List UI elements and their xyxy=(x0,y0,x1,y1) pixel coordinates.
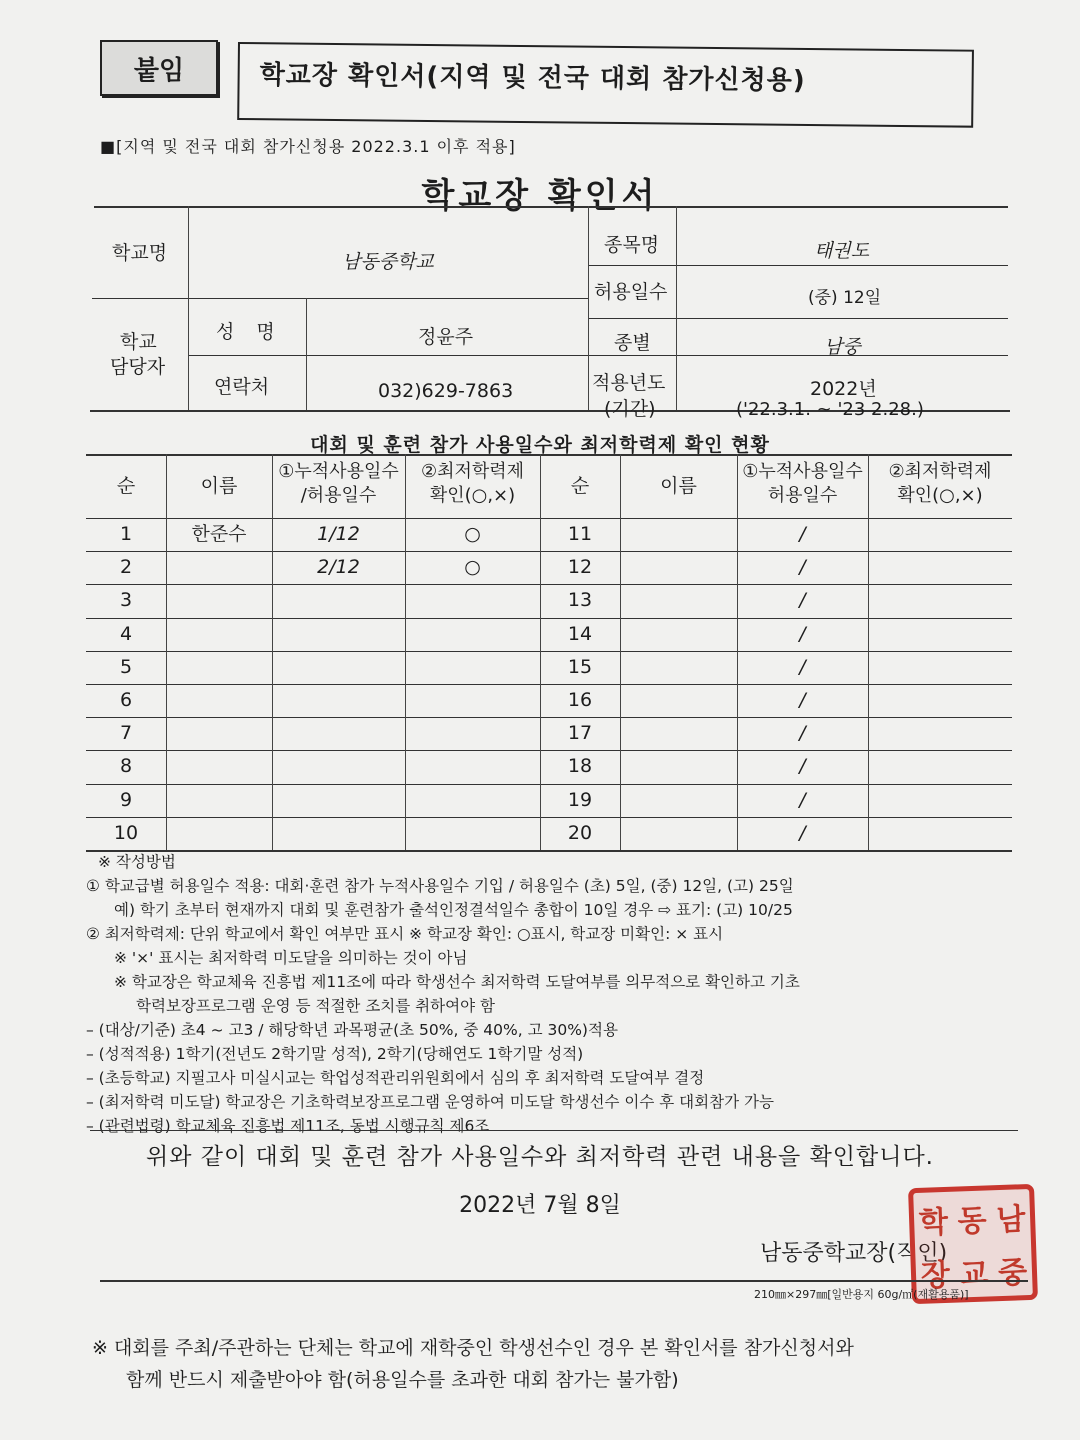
header-min-academic xyxy=(868,460,1012,508)
row-name xyxy=(620,817,737,850)
year-label: 적용년도 xyxy=(592,372,666,394)
gender-label: 종별 xyxy=(614,332,651,354)
status-table-title: 대회 및 훈련 참가 사용일수와 최저학력제 확인 현황 xyxy=(310,434,770,456)
contact-value: 032)629-7863 xyxy=(378,380,514,402)
info-vline xyxy=(188,206,189,410)
seal-char: 남 xyxy=(995,1201,1026,1238)
row-name xyxy=(620,784,737,817)
row-number: 10 xyxy=(113,821,139,844)
row-days xyxy=(272,784,405,817)
row-number: 2 xyxy=(119,556,133,579)
row-number: 11 xyxy=(567,523,593,545)
header-min-line1: ②최저학력제 xyxy=(888,461,992,482)
header-days-line1: ①누적사용일수 xyxy=(278,461,399,482)
name-label: 성 명 xyxy=(216,321,283,343)
footer-note xyxy=(92,1332,854,1396)
header-days xyxy=(272,460,405,508)
row-name xyxy=(166,651,272,684)
school-value: 남동중학교 xyxy=(342,251,434,273)
method-line: ※ 학교장은 학교체육 진흥법 제11조에 따라 학생선수 최저학력 도달여부를 의무적으로 확인하고 기초 xyxy=(114,973,800,991)
sport-value: 태권도 xyxy=(814,240,870,262)
info-vline xyxy=(306,298,307,410)
attachment-tag: 붙임 xyxy=(100,40,218,96)
row-days xyxy=(272,750,405,783)
row-check xyxy=(405,684,540,717)
row-check xyxy=(868,750,1012,783)
applicable-note: ■[지역 및 전국 대회 참가신청용 2022.3.1 이후 적용] xyxy=(100,137,516,156)
header-no: 순 xyxy=(570,475,590,497)
row-check xyxy=(405,717,540,750)
info-line xyxy=(188,355,1008,356)
row-check xyxy=(405,784,540,817)
row-check xyxy=(405,584,540,617)
row-name xyxy=(620,717,737,750)
row-check: ○ xyxy=(464,523,481,545)
header-title: 학교장 확인서(지역 및 전국 대회 참가신청용) xyxy=(259,60,806,96)
row-name xyxy=(620,518,737,551)
header-title-box xyxy=(237,42,974,128)
row-days: / xyxy=(799,556,806,579)
row-days xyxy=(272,618,405,651)
row-number: 18 xyxy=(567,755,593,778)
row-name xyxy=(620,618,737,651)
signature-bottom-line xyxy=(100,1280,1028,1282)
row-days: 1/12 xyxy=(317,523,360,545)
manager-label: 학교 xyxy=(120,331,157,353)
row-name xyxy=(620,584,737,617)
row-check xyxy=(868,651,1012,684)
row-check xyxy=(405,750,540,783)
name-value: 정윤주 xyxy=(418,326,474,348)
seal-char: 장 xyxy=(920,1257,951,1294)
method-line: ② 최저학력제: 단위 학교에서 확인 여부만 표시 ※ 학교장 확인: ○표시, 학교장 미확인: × 표시 xyxy=(86,925,724,943)
header-min-line2: 확인(○,×) xyxy=(429,485,516,506)
row-number: 4 xyxy=(119,622,133,645)
row-days: / xyxy=(799,821,806,844)
seal-char: 교 xyxy=(958,1255,990,1292)
allowed-label: 허용일수 xyxy=(594,281,668,303)
row-days xyxy=(272,684,405,717)
row-name xyxy=(620,551,737,584)
method-line: 학력보장프로그램 운영 등 적절한 조치를 취하여야 함 xyxy=(136,997,495,1015)
footer-line: 함께 반드시 제출받아야 함(허용일수를 초과한 대회 참가는 불가함) xyxy=(126,1369,679,1391)
row-number: 12 xyxy=(567,556,593,579)
row-name xyxy=(166,784,272,817)
manager-label-2: 담당자 xyxy=(110,356,166,378)
row-name xyxy=(620,684,737,717)
info-vline xyxy=(676,206,677,410)
row-name xyxy=(166,717,272,750)
method-heading: ※ 작성방법 xyxy=(98,853,176,871)
header-min-line1: ②최저학력제 xyxy=(420,461,525,482)
row-days xyxy=(272,717,405,750)
confirmation-date: 2022년 7월 8일 xyxy=(459,1193,621,1218)
row-days: / xyxy=(799,622,806,645)
header-name: 이름 xyxy=(660,475,697,497)
row-number: 5 xyxy=(119,655,133,678)
header-days-line1: ①누적사용일수 xyxy=(742,461,863,482)
row-number: 20 xyxy=(567,821,593,844)
header-no: 순 xyxy=(116,475,136,497)
row-name xyxy=(166,551,272,584)
row-number: 1 xyxy=(119,523,133,545)
method-line: ※ '×' 표시는 최저학력 미도달을 의미하는 것이 아님 xyxy=(114,949,468,967)
header-days-line2: /허용일수 xyxy=(300,485,377,506)
method-line: – (관련법령) 학교체육 진흥법 제11조, 동법 시행규칙 제6조 xyxy=(86,1117,490,1135)
info-line xyxy=(588,265,1008,266)
seal-char: 중 xyxy=(997,1254,1028,1291)
seal-char: 동 xyxy=(957,1203,988,1240)
sport-label: 종목명 xyxy=(604,234,660,256)
row-check xyxy=(405,651,540,684)
row-check xyxy=(405,817,540,850)
method-line: ① 학교급별 허용일수 적용: 대회·훈련 참가 누적사용일수 기입 / 허용일수 (초) 5일, (중) 12일, (고) 25일 xyxy=(86,877,794,895)
row-check xyxy=(868,717,1012,750)
row-number: 3 xyxy=(119,589,133,612)
row-name xyxy=(166,584,272,617)
row-days: / xyxy=(799,689,806,711)
method-bottom-line xyxy=(90,1130,1018,1131)
row-number: 17 xyxy=(567,722,593,745)
allowed-value: (중) 12일 xyxy=(808,288,882,308)
writing-method xyxy=(86,850,1026,1138)
year-label-2: (기간) xyxy=(604,398,656,420)
row-days: / xyxy=(799,589,806,612)
row-days xyxy=(272,651,405,684)
year-period: ('22.3.1. ~ '23 2.28.) xyxy=(736,399,924,420)
row-days: / xyxy=(799,722,806,745)
footer-line: ※ 대회를 주최/주관하는 단체는 학교에 재학중인 학생선수인 경우 본 확인서를 참가신청서와 xyxy=(92,1337,854,1359)
info-line xyxy=(92,298,588,299)
row-days xyxy=(272,817,405,850)
row-number: 14 xyxy=(567,622,593,645)
row-name xyxy=(166,618,272,651)
header-min-line2: 확인(○,×) xyxy=(897,485,983,506)
header-min-academic xyxy=(405,460,540,508)
info-line xyxy=(588,318,1008,319)
row-number: 6 xyxy=(119,689,133,711)
row-number: 8 xyxy=(119,755,133,778)
row-number: 19 xyxy=(567,788,593,811)
row-days: / xyxy=(799,655,806,678)
row-check xyxy=(868,518,1012,551)
row-name xyxy=(166,817,272,850)
method-line: – (초등학교) 지필고사 미실시교는 학업성적관리위원회에서 심의 후 최저학력 도달여부 결정 xyxy=(86,1069,705,1087)
confirmation-statement: 위와 같이 대회 및 훈련 참가 사용일수와 최저학력 관련 내용을 확인합니다. xyxy=(146,1144,934,1170)
row-name xyxy=(620,651,737,684)
row-days: / xyxy=(799,523,806,545)
paper-spec: 210㎜×297㎜[일반용지 60g/㎡(재활용품)] xyxy=(754,1288,969,1301)
row-name xyxy=(166,750,272,783)
row-check: ○ xyxy=(464,556,481,579)
gender-value: 남중 xyxy=(824,336,861,358)
row-number: 9 xyxy=(119,788,133,811)
row-check xyxy=(868,551,1012,584)
row-days xyxy=(272,584,405,617)
row-check xyxy=(868,618,1012,651)
method-line: – (성적적용) 1학기(전년도 2학기말 성적), 2학기(당해연도 1학기말 성적) xyxy=(86,1045,584,1063)
contact-label: 연락처 xyxy=(214,376,270,398)
info-top-border xyxy=(94,206,1008,208)
row-name xyxy=(620,750,737,783)
year-value: 2022년 xyxy=(810,378,877,400)
row-check xyxy=(868,584,1012,617)
method-line: – (최저학력 미도달) 학교장은 기초학력보장프로그램 운영하여 미도달 학생선수 이수 후 대회참가 가능 xyxy=(86,1093,774,1111)
row-name: 한준수 xyxy=(191,523,247,545)
row-days: / xyxy=(799,755,806,778)
info-vline xyxy=(588,206,589,410)
header-days-line2: 허용일수 xyxy=(767,485,838,506)
row-check xyxy=(868,684,1012,717)
document-title: 학교장 확인서 xyxy=(421,176,659,216)
row-number: 15 xyxy=(567,655,593,678)
method-line: 예) 학기 초부터 현재까지 대회 및 훈련참가 출석인정결석일수 총합이 10일 경우 ⇨ 표기: (고) 10/25 xyxy=(114,901,793,919)
row-number: 16 xyxy=(567,689,593,711)
principal-signature: 남동중학교장(직인) xyxy=(760,1241,948,1266)
row-check xyxy=(868,817,1012,850)
row-check xyxy=(868,784,1012,817)
method-line: – (대상/기준) 초4 ~ 고3 / 해당학년 과목평균(초 50%, 중 40%, 고 30%)적용 xyxy=(86,1021,618,1039)
row-number: 7 xyxy=(119,722,133,745)
school-label: 학교명 xyxy=(112,242,168,264)
seal-char: 학 xyxy=(918,1204,949,1241)
header-name: 이름 xyxy=(200,475,238,497)
row-number: 13 xyxy=(567,589,593,612)
row-days: 2/12 xyxy=(317,556,360,579)
header-days xyxy=(737,460,868,508)
row-check xyxy=(405,618,540,651)
row-days: / xyxy=(799,788,806,811)
row-name xyxy=(166,684,272,717)
